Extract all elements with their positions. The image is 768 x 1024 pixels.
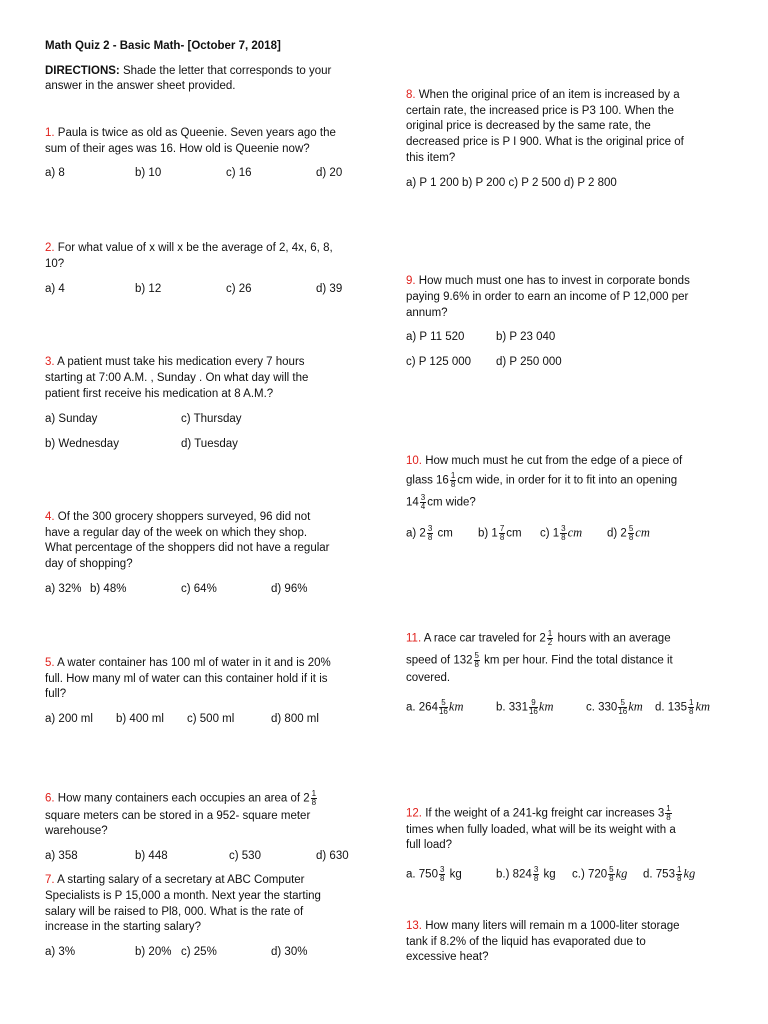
question-number: 11. (406, 632, 422, 645)
option-d: d) 800 ml (271, 713, 319, 725)
question-number: 2. (45, 242, 55, 254)
question-4-line-3: What percentage of the shoppers did not have a regular (45, 542, 330, 554)
fraction: $\frac{1}{2}$ (547, 629, 553, 647)
option-a: a. 750 $\frac{3}{8}$ kg (406, 865, 462, 883)
question-1-line-2: sum of their ages was 16. How old is Queenie now? (45, 143, 310, 155)
directions-label: DIRECTIONS: (45, 65, 120, 77)
fraction: $\frac{1}{8}$ (450, 471, 456, 489)
quiz-title: Math Quiz 2 - Basic Math- [October 7, 2018] (45, 40, 281, 52)
question-number: 5. (45, 657, 55, 669)
question-5-line-1: 5. A water container has 100 ml of water in it and is 20% (45, 657, 331, 669)
option-d: d. 753 $\frac{1}{8}$ kg (643, 865, 696, 883)
question-6-line-1: 6. How many containers each occupies an area of 2 $\frac{1}{8}$ (45, 789, 317, 807)
option-b: b) 12 (135, 283, 162, 295)
option-a: a) 4 (45, 283, 65, 295)
question-1-line-1: 1. Paula is twice as old as Queenie. Seven years ago the (45, 127, 336, 139)
question-number: 12. (406, 807, 422, 820)
option-b: b) 10 (135, 167, 162, 179)
question-11-line-3: covered. (406, 672, 451, 684)
question-number: 3. (45, 356, 55, 368)
option-d: d) P 250 000 (496, 356, 562, 368)
question-4-line-2: have a regular day of the week on which they shop. (45, 527, 308, 539)
question-2-line-1: 2. For what value of x will x be the average of 2, 4x, 6, 8, (45, 242, 333, 254)
fraction: $\frac{3}{4}$ (420, 493, 426, 511)
option-b: b) P 23 040 (496, 331, 556, 343)
question-11-line-2: speed of 132 $\frac{5}{8}$ km per hour. Find the total distance it (406, 651, 673, 669)
option-b: b) 448 (135, 850, 168, 862)
fraction: $\frac{1}{8}$ (666, 804, 671, 822)
question-9-line-3: annum? (406, 307, 448, 319)
question-10-line-1: 10. How much must he cut from the edge of a piece of (406, 455, 683, 467)
directions-text: Shade the letter that corresponds to your (119, 65, 332, 77)
question-3-line-1: 3. A patient must take his medication every 7 hours (45, 356, 305, 368)
option-a: a. 264 $\frac{5}{16}$ km (406, 698, 464, 716)
option-a: a) 8 (45, 167, 65, 179)
option-b: b.) 824 $\frac{3}{8}$ kg (496, 865, 556, 883)
option-d: d) 30% (271, 946, 308, 958)
question-8-line-2: certain rate, the increased price is P3 100. When the (406, 105, 674, 117)
option-a: a) 200 ml (45, 713, 93, 725)
option-c: c) 16 (226, 167, 252, 179)
question-number: 1. (45, 127, 55, 139)
question-8-line-1: 8. When the original price of an item is increased by a (406, 89, 680, 101)
option-c: c) 64% (181, 583, 217, 595)
question-12-line-1: 12. If the weight of a 241-kg freight car increases 3 $\frac{1}{8}$ (406, 804, 671, 822)
option-a: a) Sunday (45, 413, 98, 425)
option-b: b) 48% (90, 583, 127, 595)
option-c: c) 530 (229, 850, 261, 862)
question-6-line-2: square meters can be stored in a 952- square meter (45, 810, 311, 822)
option-c: c) Thursday (181, 413, 242, 425)
option-a: a) 358 (45, 850, 78, 862)
option-c: c) 1 $\frac{3}{8}$ cm (540, 524, 583, 542)
question-number: 4. (45, 511, 55, 523)
question-number: 6. (45, 792, 55, 805)
option-c: c.) 720 $\frac{5}{8}$ kg (572, 865, 628, 883)
fraction: $\frac{1}{8}$ (311, 789, 317, 807)
fraction: $\frac{5}{8}$ (474, 651, 479, 669)
option-d: d) 39 (316, 283, 343, 295)
question-11-line-1: 11. A race car traveled for 2 $\frac{1}{2}$ hours with an average (406, 629, 671, 647)
question-7-line-2: Specialists is P 15,000 a month. Next year the starting (45, 890, 321, 902)
option-a: a) 3% (45, 946, 76, 958)
question-10-line-3: 14 $\frac{3}{4}$ cm wide? (406, 493, 476, 511)
question-number: 7. (45, 874, 55, 886)
question-7-line-4: increase in the starting salary? (45, 921, 201, 933)
option-b: b) 20% (135, 946, 172, 958)
question-2-line-2: 10? (45, 258, 65, 270)
question-9-line-1: 9. How much must one has to invest in corporate bonds (406, 275, 690, 287)
question-8-line-4: decreased price is P I 900. What is the original price of (406, 136, 684, 148)
question-5-line-3: full? (45, 688, 67, 700)
question-13-line-2: tank if 8.2% of the liquid has evaporated due to (406, 936, 646, 948)
option-c: c) P 125 000 (406, 356, 472, 368)
option-d: d) Tuesday (181, 438, 238, 450)
question-8-line-5: this item? (406, 152, 456, 164)
option-a: a) P 11 520 (406, 331, 465, 343)
option-c: c) 25% (181, 946, 217, 958)
question-9-line-2: paying 9.6% in order to earn an income of P 12,000 per (406, 291, 689, 303)
option-d: d) 96% (271, 583, 308, 595)
question-4-line-4: day of shopping? (45, 558, 133, 570)
question-8-options: a) P 1 200 b) P 200 c) P 2 500 d) P 2 800 (406, 177, 617, 189)
option-d: d) 2 $\frac{5}{8}$ cm (607, 524, 650, 542)
question-12-line-2: times when fully loaded, what will be its weight with a (406, 824, 676, 836)
question-12-line-3: full load? (406, 839, 453, 851)
question-6-line-3: warehouse? (45, 825, 108, 837)
question-8-line-3: original price is decreased by the same rate, the (406, 120, 651, 132)
question-number: 10. (406, 455, 422, 467)
directions-line-2: answer in the answer sheet provided. (45, 80, 236, 92)
option-c: c) 26 (226, 283, 252, 295)
question-13-line-3: excessive heat? (406, 951, 489, 963)
option-d: d. 135 $\frac{1}{8}$ km (655, 698, 711, 716)
question-number: 9. (406, 275, 416, 287)
option-b: b) 400 ml (116, 713, 164, 725)
question-13-line-1: 13. How many liters will remain m a 1000-liter storage (406, 920, 680, 932)
option-a: a) 2 $\frac{3}{8}$ cm (406, 524, 453, 542)
option-c: c. 330 $\frac{5}{16}$ km (586, 698, 643, 716)
option-b: b) Wednesday (45, 438, 119, 450)
question-7-line-1: 7. A starting salary of a secretary at ABC Computer (45, 874, 305, 886)
question-5-line-2: full. How many ml of water can this container hold if it is (45, 673, 328, 685)
question-3-line-3: patient first receive his medication at 8 A.M.? (45, 388, 274, 400)
directions (45, 64, 331, 79)
option-d: d) 630 (316, 850, 349, 862)
option-c: c) 500 ml (187, 713, 235, 725)
question-4-line-1: 4. Of the 300 grocery shoppers surveyed, 96 did not (45, 511, 311, 523)
option-d: d) 20 (316, 167, 343, 179)
option-b: b. 331 $\frac{9}{16}$ km (496, 698, 554, 716)
question-number: 8. (406, 89, 416, 101)
option-b: b) 1 $\frac{7}{8}$ cm (478, 524, 522, 542)
question-7-line-3: salary will be raised to Pl8, 000. What is the rate of (45, 906, 304, 918)
question-3-line-2: starting at 7:00 A.M. , Sunday . On what day will the (45, 372, 309, 384)
option-a: a) 32% (45, 583, 82, 595)
question-number: 13. (406, 920, 422, 932)
question-10-line-2: glass 16 $\frac{1}{8}$ cm wide, in order for it to fit into an opening (406, 471, 678, 489)
